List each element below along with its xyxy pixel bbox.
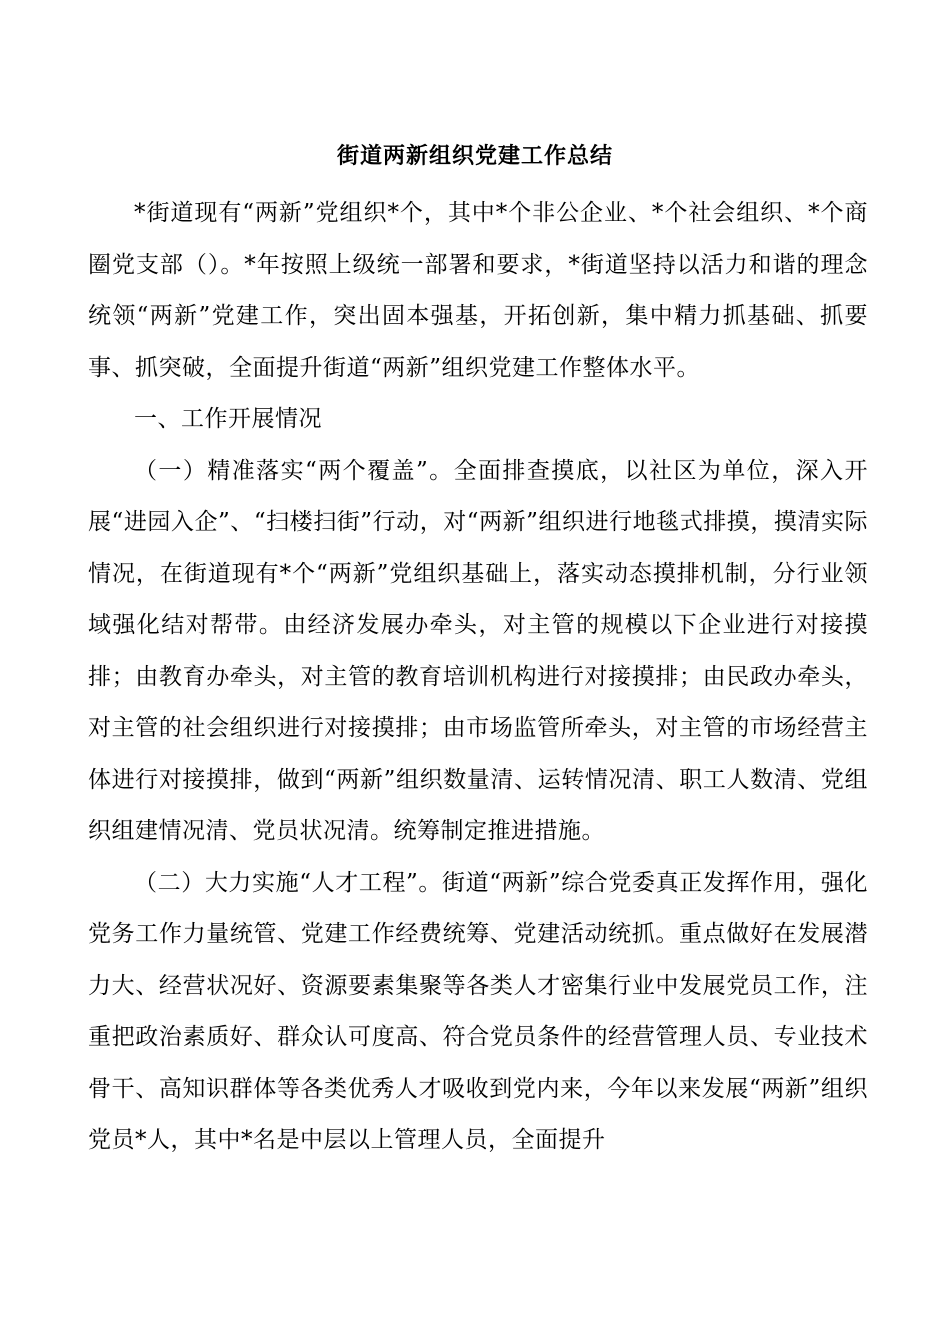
subsection-2-paragraph: （二）大力实施“人才工程”。街道“两新”综合党委真正发挥作用，强化党务工作力量统管、党建工作经费统筹、党建活动统抓。重点做好在发展潜力大、经营状况好、资源要素集聚等各类人才密集行业中发展党员工作，注重把政治素质好、群众认可度高、符合党员条件的经营管理人员、专业技术骨干、高知识群体等各类优秀人才吸收到党内来，今年以来发展“两新”组织党员*人，其中*名是中层以上管理人员，全面提升 [88, 869, 868, 1153]
section-heading: 一、工作开展情况 [134, 406, 322, 432]
intro-paragraph: *街道现有“两新”党组织*个，其中*个非公企业、*个社会组织、*个商圈党支部（）。*年按照上级统一部署和要求，*街道坚持以活力和谐的理念统领“两新”党建工作，突出固本强基，开拓创新，集中精力抓基础、抓要事、抓突破，全面提升街道“两新”组织党建工作整体水平。 [88, 200, 868, 381]
document-title: 街道两新组织党建工作总结 [336, 143, 613, 169]
subsection-1-paragraph: （一）精准落实“两个覆盖”。全面排查摸底，以社区为单位，深入开展“进园入企”、“扫楼扫街”行动，对“两新”组织进行地毯式排摸，摸清实际情况，在街道现有*个“两新”党组织基础上，落实动态摸排机制，分行业领域强化结对帮带。由经济发展办牵头，对主管的规模以下企业进行对接摸排；由教育办牵头，对主管的教育培训机构进行对接摸排；由民政办牵头，对主管的社会组织进行对接摸排；由市场监管所牵头，对主管的市场经营主体进行对接摸排，做到“两新”组织数量清、运转情况清、职工人数清、党组织组建情况清、党员状况清。统筹制定推进措施。 [88, 457, 868, 844]
document-body [88, 188, 868, 1167]
